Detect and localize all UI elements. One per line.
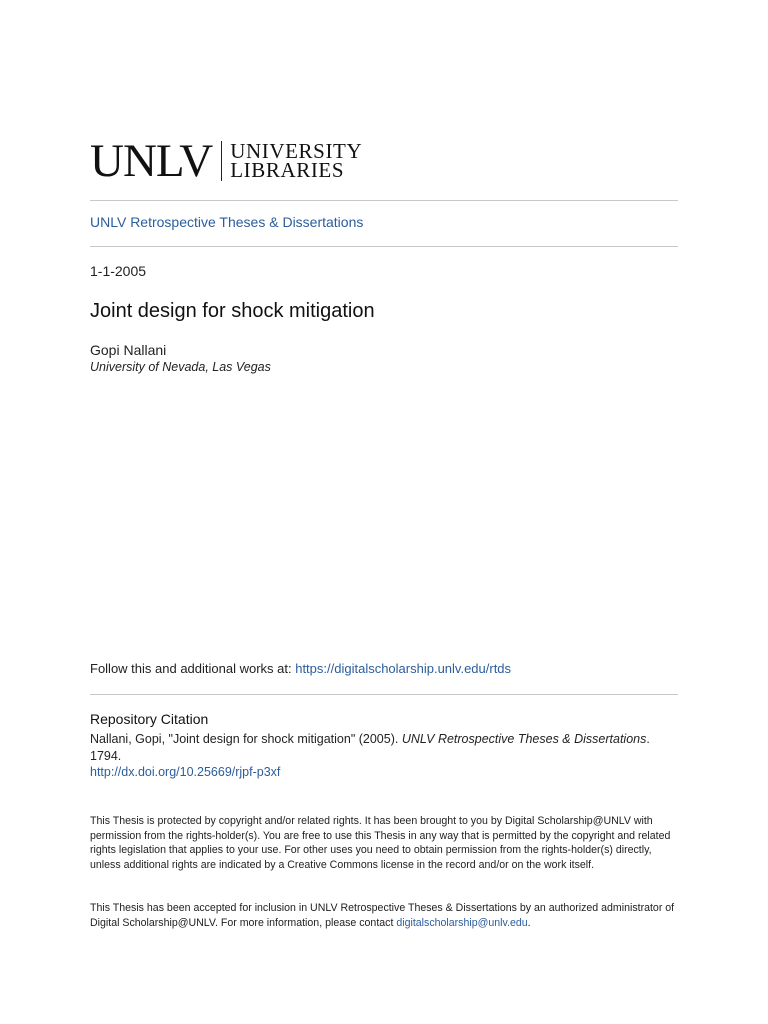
follow-prefix: Follow this and additional works at: xyxy=(90,661,296,676)
acceptance-notice-text: This Thesis has been accepted for inclusion in UNLV Retrospective Theses & Dissertations by an authorized administrator of Digital Scholarship@UNLV. For more information, please contact xyxy=(90,902,675,929)
doi-link[interactable]: http://dx.doi.org/10.25669/rjpf-p3xf xyxy=(90,765,281,779)
publication-date: 1-1-2005 xyxy=(90,263,147,279)
rights-notice: This Thesis is protected by copyright and/or related rights. It has been brought to you by Digital Scholarship@UNLV with permission from the rights-holder(s). You are free to use this Thesis in any way that is permitted by the copyright and related rights legislation that applies to your use. For other uses you need to obtain permission from the rights-holder(s) directly, unless additional rights are indicated by a Creative Commons license in the record and/or on the work itself. xyxy=(90,815,671,871)
citation-series: UNLV Retrospective Theses & Dissertations xyxy=(401,732,647,746)
author-name: Gopi Nallani xyxy=(90,342,167,358)
follow-link[interactable]: https://digitalscholarship.unlv.edu/rtds xyxy=(295,661,512,676)
citation-text xyxy=(90,731,670,765)
divider-top xyxy=(90,200,678,201)
logo-divider xyxy=(221,141,222,181)
repository-citation-heading: Repository Citation xyxy=(90,711,209,727)
unlv-libraries-logo xyxy=(90,135,363,187)
document-title: Joint design for shock mitigation xyxy=(90,300,375,322)
logo-mark: UNLV xyxy=(90,135,213,187)
contact-email-link[interactable]: digitalscholarship@unlv.edu xyxy=(396,916,528,929)
divider-follow xyxy=(90,694,678,695)
series-link[interactable]: UNLV Retrospective Theses & Dissertations xyxy=(90,214,364,230)
acceptance-notice xyxy=(90,901,678,930)
follow-line xyxy=(90,661,511,676)
acceptance-notice-suffix: . xyxy=(527,916,531,929)
logo-text xyxy=(230,139,363,182)
citation-text-before: Nallani, Gopi, "Joint design for shock mitigation" (2005). xyxy=(90,732,402,746)
citation-text-after: . 1794. xyxy=(90,732,650,763)
logo-text-line2: LIBRARIES xyxy=(230,158,345,182)
logo-text-line1: UNIVERSITY xyxy=(230,139,363,163)
author-affiliation: University of Nevada, Las Vegas xyxy=(90,360,271,374)
divider-series xyxy=(90,246,678,247)
